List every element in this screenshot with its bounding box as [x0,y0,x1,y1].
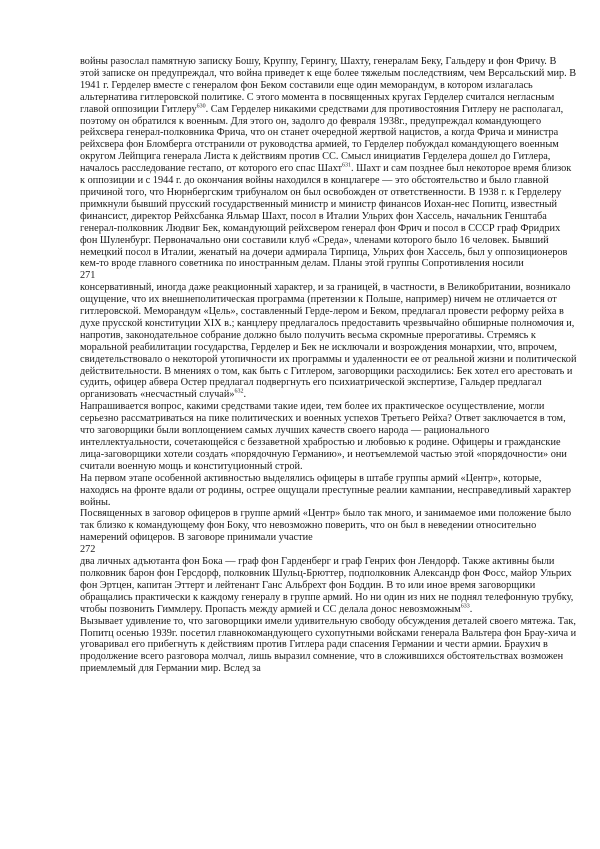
paragraph: два личных адъютанта фон Бока — граф фон Гарденберг и граф Генрих фон Лендорф. Также активны были полковник барон фон Герсдорф, полковник Шульц-Брюттер, подполковник Александр фон Фосс, майор Ульрих фон Эртцен, капитан Эттерт и лейтенант Ганс Альбрехт фон Боддин. В то или иное время заговорщики обращались практически к каждому генералу в группе армий. Но ни один из них не поднял телефонную трубку, чтобы позвонить Гиммлеру. Пропасть между армией и СС делала донос невозможным$^{633}$. [80,556,574,615]
footnote-ref[interactable]: 632 [234,388,244,395]
page-number: 272 [80,544,96,556]
paragraph: На первом этапе особенной активностью выделялись офицеры в штабе группы армий «Центр», которые, находясь на фронте вдали от родины, острее ощущали преступные реалии кампании, несправедливый характер войны. [80,472,572,508]
footnote-ref[interactable]: 633 [460,603,470,610]
paragraph: Посвященных в заговор офицеров в группе армий «Центр» было так много, и занимаемое ими положение было так близко к командующему фон Боку, что невозможно поверить, что он был в неведении относительно намерений офицеров. В заговоре принимали участие [80,508,572,544]
document-page [80,56,577,675]
footnote-ref[interactable]: 630 [196,103,206,110]
paragraph: консервативный, иногда даже реакционный характер, и за границей, в частности, в Великобритании, возникало ощущение, что их внешнеполитическая программа (претензии к Польше, например) ничем не отличается от гитлеровской. Меморандум «Цель», составленный Герде-лером и Беком, предлагал провести реформу рейха в духе прусской конституции XIX в.; канцлеру предлагалось предоставить чрезвычайно обширные полномочия и, напротив, законодательное собрание должно было получить весьма скромные прерогативы. Стремясь к моральной реабилитации государства, Герделер и Бек не исключали и возрождения монархии, что, впрочем, свидетельствовало о некоторой утопичности их программы и удаленности ее от реальной жизни и политической действительности. В мнениях о том, как быть с Гитлером, заговорщики расходились: Бек хотел его арестовать и судить, офицер абвера Остер предлагал подвергнуть его психиатрической экспертизе, Гальдер предлагал организовать «несчастный случай»$^{632}$. [80,282,577,401]
paragraph: Вызывает удивление то, что заговорщики имели удивительную свободу обсуждения деталей своего мятежа. Так, Попитц осенью 1939г. посетил главнокомандующего сухопутными войсками генерала Вальтера фон Брау-хича и уговаривал его прибегнуть к действиям против Гитлера ради спасения Германии и чести армии. Браухич в продолжение всего разговора молчал, лишь выразил сомнение, что в сложившихся обстоятельствах возможен приемлемый для Германии мир. Вслед за [80,615,577,675]
paragraph: Напрашивается вопрос, какими средствами такие идеи, тем более их практическое осуществление, могли серьезно рассматриваться на пике политических и военных успехов Третьего Рейха? Ответ заключается в том, что заговорщики были воплощением самых лучших качеств своего народа — рационального интеллектуальности, сочетающейся с беззаветной храбростью и любовью к родине. Офицеры и гражданские лица-заговорщики хотели создать «порядочную Германию», и неотъемлемой частью этой «порядочности» они считали военную мощь и конституционный строй. [80,401,567,472]
paragraph: войны разослал памятную записку Бошу, Круппу, Герингу, Шахту, генералам Беку, Гальдеру и фон Фричу. В этой записке он предупреждал, что война приведет к еще более тяжелым последствиям, чем Версальский мир. В 1941 г. Герделер вместе с генералом фон Беком составили еще один меморандум, в котором излагалась альтернатива гитлеровской политике. С этого момента в посвященных кругах Герделер считался негласным главой оппозиции Гитлеру$^{630}$. Сам Герделер никакими средствами для противостояния Гитлеру не располагал, поэтому он обратился к военным. Для этого он, задолго до февраля 1938г., предупреждал командующего рейхсвера генерал-полковника Фрича, что он станет очередной жертвой нацистов, а когда Фрича и министра рейхсвера фон Бломберга отстранили от руководства армией, то Герделер побуждал командующего военным округом Лейпцига генерала Листа к действиям против СС. Смысл инициатив Герделера дошел до Гитлера, началось расследование гестапо, от которого его спас Шахт$^{631}$. Шахт и сам позднее был некоторое время близок к оппозиции и с 1944 г. до окончания войны находился в концлагере — это обстоятельство и было главной причиной того, что Нюрнбергским трибуналом он был освобожден от ответственности. В 1938 г. к Герделеру примкнули бывший прусский государственный министр и министр финансов Иохан-нес Попитц, известный финансист, директор Рейхсбанка Яльмар Шахт, посол в Италии Ульрих фон Хассель, начальник Генштаба генерал-полковник Людвиг Бек, командующий рейхсвером генерал фон Фрич и посол в СССР граф Фридрих фон Шуленбург. Первоначально они составили клуб «Среда», членами которого было 16 человек. Бывший немецкий посол в Италии, женатый на дочери адмирала Тирпица, Ульрих фон Хассель, был у оппозиционеров кем-то вроде главного советника по иностранным делам. Планы этой группы Сопротивления носили [80,56,577,270]
footnote-ref[interactable]: 631 [342,162,352,169]
page-number: 271 [80,270,96,282]
